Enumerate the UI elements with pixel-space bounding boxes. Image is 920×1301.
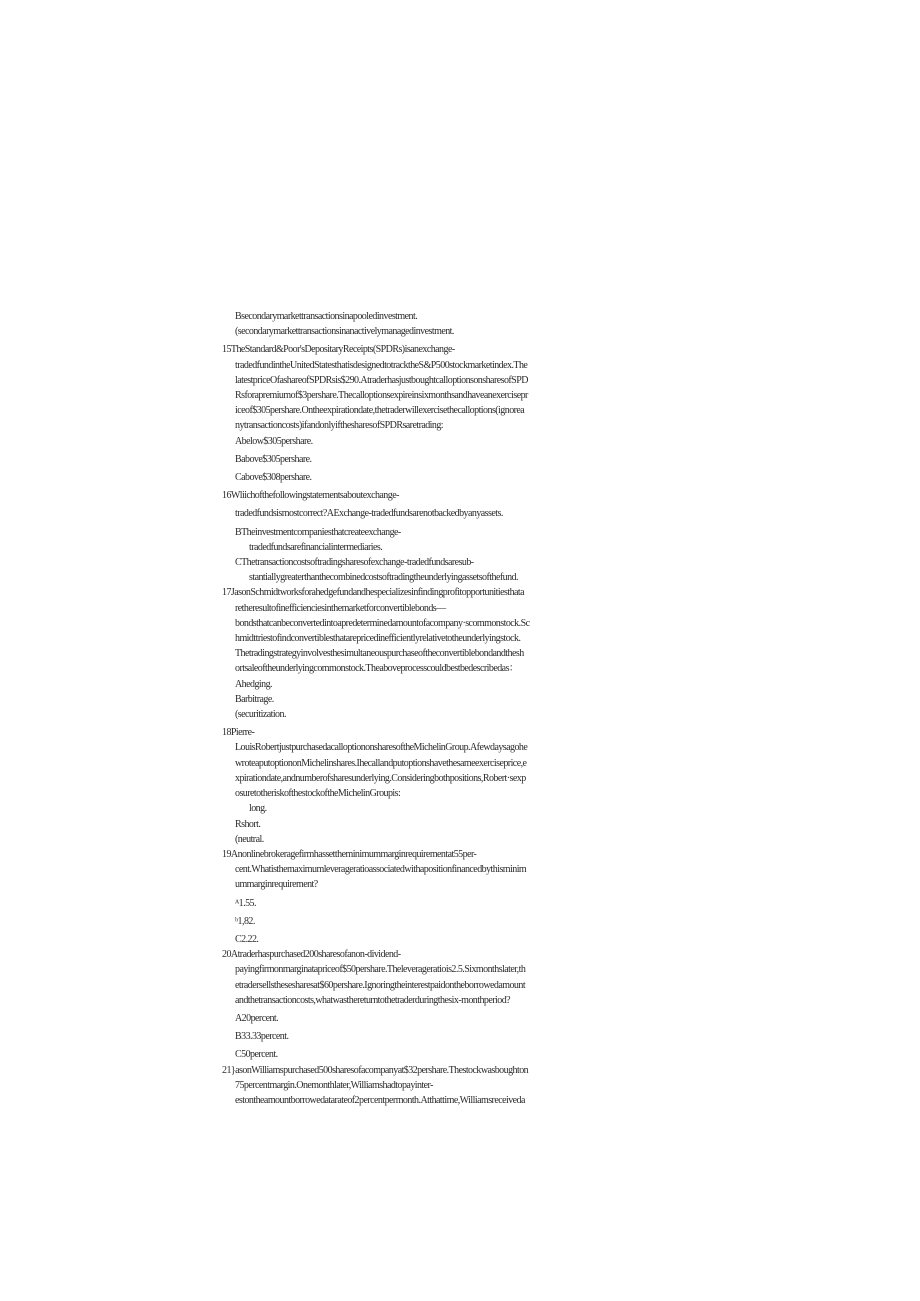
option-c-q16: stantiallygreaterthanthecombinedcostsoftradingtheunderlyingassetsofthefund. [249, 572, 518, 584]
option-a-q19: ᴬ1.55. [235, 897, 256, 909]
question-18-text: LouisRobertjustpurchasedacalloptiononsharesoftheMichelinGroup.Afewdaysagohe [235, 742, 528, 754]
option-c-q15: Cabove$308pershare. [235, 472, 312, 484]
question-16-text: 16Wliichofthefollowingstatementsaboutexchange- [222, 490, 399, 502]
question-15-text: 15TheStandard&Poor'sDepositaryReceipts(SPDRs)isanexchange- [222, 344, 455, 356]
option-c-q19: C2.22. [235, 933, 259, 945]
question-17-text: bondsthatcanbeconvertedintoapredeterminedamountofacompany·scommonstock.Sc [235, 617, 530, 629]
question-16-text: tradedfundsismostcorrect?AExchange-tradedfundsarenotbackedbyanyassets. [235, 508, 503, 520]
question-17-text: retheresultofinefficienciesinthemarketforconvertiblebonds— [235, 602, 446, 614]
option-a-q20: A20percent. [235, 1012, 279, 1024]
option-a-q18: long. [249, 803, 267, 815]
question-15-text: iceof$305pershare.Ontheexpirationdate,thetraderwillexercisethecalloptions(ignorea [235, 405, 525, 417]
question-18-text: wroteaputoptiononMichelinshares.Ihecallandputoptionshavethesameexerciseprice,e [235, 757, 527, 769]
option-c-q14: (secondarymarkettransactionsinanactivelymanagedinvestment. [235, 326, 454, 338]
question-17-text: Thetradingstrategyinvolvesthesimultaneouspurchaseoftheconvertiblebondandthesh [235, 648, 524, 660]
option-c-q16: CThetransactioncostsoftradingsharesofexchange-tradedfundsaresub- [235, 557, 474, 569]
question-19-text: ummarginrequirement? [235, 879, 318, 891]
question-15-text: latestpriceOfashareofSPDRsis$290.AtraderhasjustboughtcalloptionsonsharesofSPD [235, 374, 528, 386]
question-21-text: 21}asonWilliamspurchased500sharesofacompanyat$32pershare.Thestockwasboughton [222, 1064, 529, 1076]
option-a-q17: Ahedging. [235, 678, 272, 690]
question-18-text: xpirationdate,andnumberofsharesunderlying.Consideringbothpositions,Robert·sexp [235, 772, 526, 784]
option-c-q17: (securitization. [235, 709, 286, 721]
option-b-q16: BTheinvestmentcompaniesthatcreateexchange- [235, 526, 401, 538]
option-b-q19: ᵇ1,82. [235, 915, 255, 927]
document-page [222, 309, 606, 1108]
option-a-q15: Abelow$305pershare. [235, 435, 313, 447]
option-b-q18: Rshort. [235, 818, 261, 830]
question-20-text: etradersellsthesesharesat$60pershare.Ignoringtheinterestpaidontheborrowedamount [235, 979, 526, 991]
option-b-q16: tradedfundsarefinancialintermediaries. [249, 541, 383, 553]
option-b-q20: B33.33percent. [235, 1031, 289, 1043]
question-15-text: Rsforapremiumof$3pershare.Thecalloptionsexpireinsixmonthsandhaveanexercisepr [235, 390, 528, 402]
option-b-q15: Babove$305pershare. [235, 453, 312, 465]
question-21-text: 75percentmargin.Onemonthlater,Williamshadtopayinter- [235, 1079, 433, 1091]
question-21-text: estontheamountborrowedatarateof2percentpermonth.Atthattime,Williamsreceiveda [235, 1094, 525, 1106]
question-18-text: osuretotheriskofthestockoftheMichelinGroupis: [235, 788, 401, 800]
question-19-text: 19Anonlinebrokeragefirmhassettheminimummarginrequirementat55per- [222, 848, 477, 860]
question-15-text: tradedfundintheUnitedStatesthatisdesignedtotracktheS&P500stockmarketindex.The [235, 359, 528, 371]
question-19-text: cent.Whatisthemaximumleverageratioassociatedwithapositionfinancedbythisminim [235, 864, 527, 876]
question-20-text: andthetransactioncosts,whatwasthereturntothetraderduringthesix-monthperiod? [235, 994, 511, 1006]
question-20-text: 20Atraderhaspurchased200sharesofanon-dividend- [222, 949, 401, 961]
option-c-q18: (neutral. [235, 833, 264, 845]
option-c-q20: C50percent. [235, 1049, 278, 1061]
question-17-text: 17JasonSchmidtworksforahedgefundandhespecializesinfindingprofitopportunitiesthata [222, 587, 525, 599]
option-b-q17: Barbitrage. [235, 693, 274, 705]
question-20-text: payingfirmonmarginatapriceof$50pershare.Theleverageratiois2.5.Sixmonthslater,th [235, 964, 526, 976]
question-17-text: hmidttriestofindconvertiblesthatarepricedinefficientlyrelativetotheunderlyingstock. [235, 633, 521, 645]
question-18-text: 18Pierre- [222, 727, 255, 739]
question-15-text: nytransactioncosts)ifandonlyifthesharesofSPDRsaretrading: [235, 420, 444, 432]
option-b-q14: Bsecondarymarkettransactionsinapooledinvestment. [235, 311, 418, 322]
question-17-text: ortsaleoftheunderlyingcommonstock.Theaboveprocesscouldbestbedescribedas： [235, 663, 519, 675]
